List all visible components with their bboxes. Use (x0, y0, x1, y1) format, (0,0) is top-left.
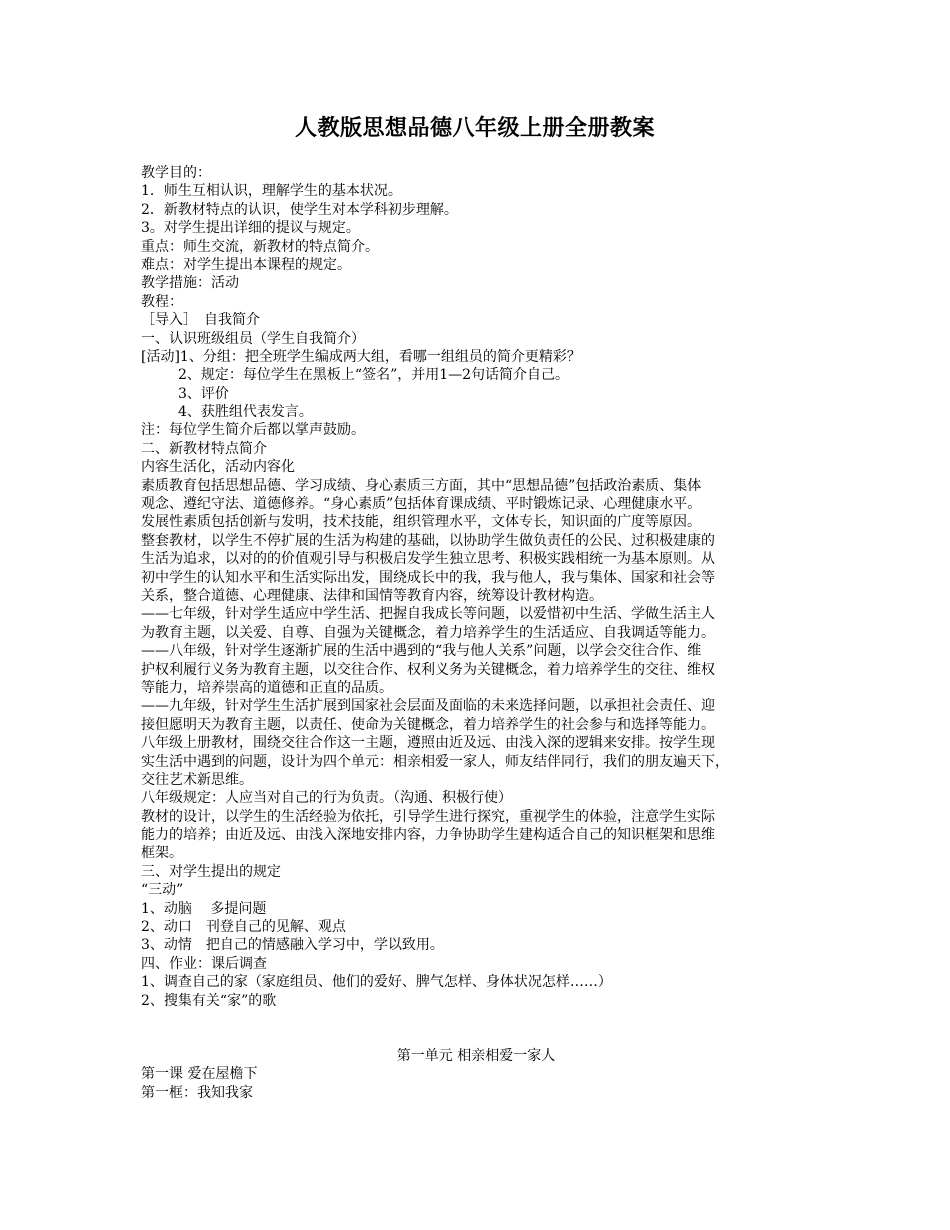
text-line: 1、调查自己的家（家庭组员、他们的爱好、脾气怎样、身体状况怎样……） (141, 974, 612, 991)
text-line: 教材的设计，以学生的生活经验为依托，引导学生进行探究，重视学生的体验，注意学生实际 (141, 808, 715, 825)
text-line: 框架。 (141, 845, 183, 862)
section-heading: 第一框：我知我家 (141, 1084, 253, 1101)
text-line: 3。对学生提出详细的提议与规定。 (141, 220, 360, 237)
lesson-heading: 第一课 爱在屋檐下 (141, 1066, 258, 1083)
text-line: 内容生活化，活动内容化 (141, 459, 295, 476)
text-line: 等能力，培养崇高的道德和正直的品质。 (141, 679, 393, 696)
text-line: 整套教材，以学生不停扩展的生活为构建的基础，以协助学生做负责任的公民、过积极建康的 (141, 532, 715, 549)
text-line: 2、规定：每位学生在黑板上“签名”，并用1—2句话简介自己。 (178, 367, 570, 384)
text-line: 3、评价 (178, 385, 229, 402)
text-line: 四、作业：课后调查 (141, 955, 267, 972)
text-line: [活动]1、分组：把全班学生编成两大组，看哪一组组员的简介更精彩？ (141, 348, 581, 365)
text-line: 生活为追求，以对的的价值观引导与积极启发学生独立思考、积极实践相统一为基本原则。从 (141, 551, 715, 568)
document-body (141, 164, 821, 1102)
text-line: 为教育主题，以关爱、自尊、自强为关键概念，着力培养学生的生活适应、自我调适等能力。 (141, 624, 715, 641)
text-line: 实生活中遇到的问题，设计为四个单元：相亲相爱一家人，师友结伴同行，我们的朋友遍天下， (141, 753, 729, 770)
text-line: 1、动脑 多提问题 (141, 900, 267, 917)
document-title: 人教版思想品德八年级上册全册教案 (294, 116, 655, 141)
text-line: 2、动口 刊登自己的见解、观点 (141, 919, 346, 936)
unit-heading: 第一单元 相亲相爱一家人 (396, 1047, 556, 1064)
text-line: 二、新教材特点简介 (141, 440, 267, 457)
text-line: 素质教育包括思想品德、学习成绩、身心素质三方面，其中“思想品德”包括政治素质、集体 (141, 477, 702, 494)
text-line: 重点：师生交流，新教材的特点简介。 (141, 238, 379, 255)
text-line: 护权利履行义务为教育主题，以交往合作、权利义务为关键概念，着力培养学生的交往、维权 (141, 661, 715, 678)
text-line: 4、获胜组代表发言。 (178, 404, 313, 421)
text-line: 关系，整合道德、心理健康、法律和国情等教育内容，统筹设计教材构造。 (141, 587, 603, 604)
text-line: 2、搜集有关“家”的歌 (141, 992, 277, 1009)
text-line: 3、动情 把自己的情感融入学习中，学以致用。 (141, 937, 444, 954)
text-line: 能力的培养；由近及远、由浅入深地安排内容，力争协助学生建构适合自己的知识框架和思维 (141, 827, 715, 844)
text-line: 八年级上册教材，围绕交往合作这一主题，遵照由近及远、由浅入深的逻辑来安排。按学生现 (141, 735, 715, 752)
text-line: 教学目的： (141, 165, 211, 181)
text-line: 难点：对学生提出本课程的规定。 (141, 256, 351, 273)
text-line: 初中学生的认知水平和生活实际出发，围绕成长中的我，我与他人，我与集体、国家和社会等 (141, 569, 715, 586)
text-line: 一、认识班级组员（学生自我简介） (141, 330, 365, 347)
text-line: 教学措施：活动 (141, 275, 239, 292)
text-line: ——七年级，针对学生适应中学生活、把握自我成长等问题，以爱惜初中生活、学做生活主人 (141, 606, 715, 623)
text-line: 发展性素质包括创新与发明，技术技能，组织管理水平，文体专长，知识面的广度等原因。 (141, 514, 701, 531)
text-line: 接但愿明天为教育主题，以责任、使命为关键概念，着力培养学生的社会参与和选择等能力。 (141, 716, 715, 733)
text-line: ——八年级，针对学生逐渐扩展的生活中遇到的“我与他人关系”问题，以学会交往合作、维 (141, 643, 702, 660)
text-line: 2．新教材特点的认识，使学生对本学科初步理解。 (141, 201, 458, 218)
text-line: 教程： (141, 293, 183, 310)
text-line: 注：每位学生简介后都以掌声鼓励。 (141, 422, 365, 439)
text-line: 三、对学生提出的规定 (141, 863, 281, 880)
text-line: ——九年级，针对学生生活扩展到国家社会层面及面临的未来选择问题，以承担社会责任、迎 (141, 698, 715, 715)
text-line: 1．师生互相认识，理解学生的基本状况。 (141, 183, 402, 200)
text-line: ［导入］ 自我简介 (141, 312, 260, 329)
text-line: 八年级规定：人应当对自己的行为负责。（沟通、积极行使） (141, 790, 512, 807)
text-line: 交往艺术新思维。 (141, 771, 253, 788)
text-line: “三动” (141, 882, 184, 899)
text-line: 观念、遵纪守法、道德修养。“身心素质”包括体育课成绩、平时锻炼记录、心理健康水平。 (141, 496, 702, 513)
blank-space (141, 1010, 821, 1047)
